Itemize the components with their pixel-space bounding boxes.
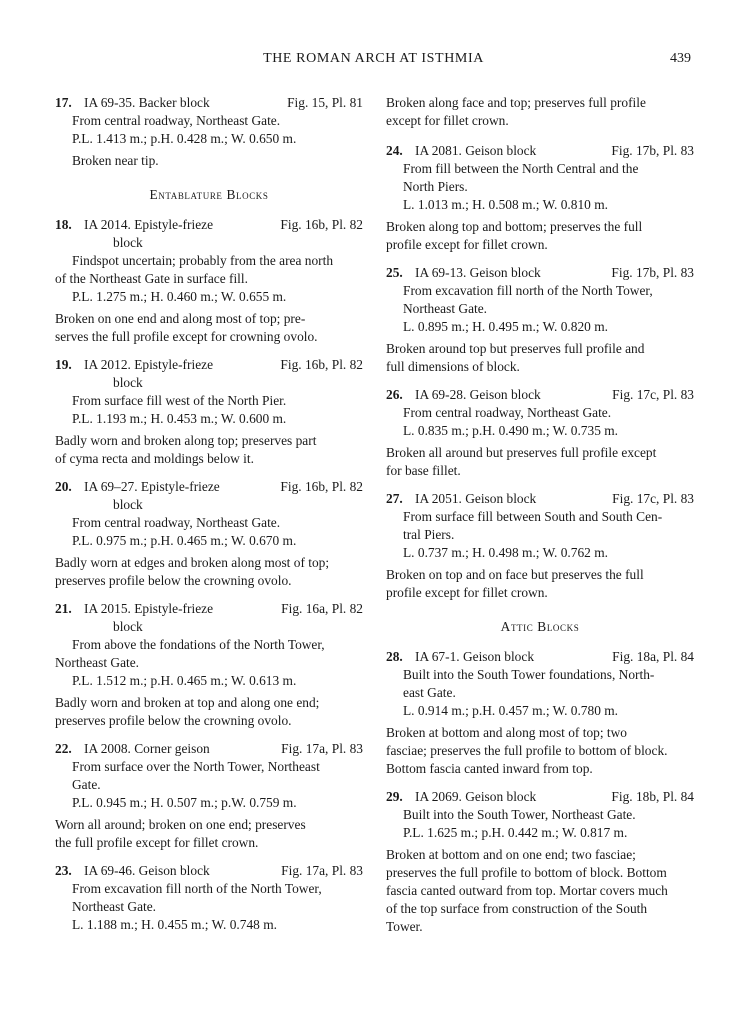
condition-description-continued: preserves profile below the crowning ovolo. — [55, 713, 292, 728]
entry-number: 20. — [55, 479, 72, 494]
entry-title: IA 69-13. Geison block — [415, 265, 541, 280]
dimensions: P.L. 0.945 m.; H. 0.507 m.; p.W. 0.759 m. — [72, 795, 297, 810]
condition-description-continued: preserves the full profile to bottom of block. Bottom — [386, 865, 667, 880]
catalog-entry-25 — [386, 264, 694, 376]
catalog-entry-28 — [386, 648, 694, 778]
condition-description-continued: of cyma recta and moldings below it. — [55, 451, 254, 466]
findspot: From fill between the North Central and the — [403, 161, 639, 176]
figure-reference: Fig. 17b, Pl. 83 — [611, 265, 694, 280]
catalog-entry-26 — [386, 386, 694, 480]
catalog-entry-23-continued — [386, 94, 694, 130]
condition-description-continued: serves the full profile except for crowning ovolo. — [55, 329, 318, 344]
figure-reference: Fig. 17c, Pl. 83 — [612, 387, 694, 402]
entry-heading — [386, 490, 694, 508]
entry-heading — [55, 478, 363, 514]
condition-description-continued: Tower. — [386, 919, 423, 934]
entry-title-continued: block — [113, 235, 143, 250]
figure-reference: Fig. 16b, Pl. 82 — [280, 217, 363, 232]
entry-title: IA 67-1. Geison block — [415, 649, 535, 664]
condition-description: Worn all around; broken on one end; preserves — [55, 817, 306, 832]
figure-reference: Fig. 16b, Pl. 82 — [280, 357, 363, 372]
entry-heading — [55, 356, 363, 392]
dimensions: P.L. 0.975 m.; p.H. 0.465 m.; W. 0.670 m. — [72, 533, 297, 548]
figure-reference: Fig. 18b, Pl. 84 — [611, 789, 694, 804]
condition-description-continued: except for fillet crown. — [386, 113, 509, 128]
entry-title: IA 69-28. Geison block — [415, 387, 541, 402]
entry-title-continued: block — [113, 497, 143, 512]
entry-title-continued: block — [113, 619, 143, 634]
findspot: From central roadway, Northeast Gate. — [72, 113, 281, 128]
condition-description: Broken along top and bottom; preserves the full — [386, 219, 643, 234]
entry-heading — [386, 788, 694, 806]
figure-reference: Fig. 17b, Pl. 83 — [611, 143, 694, 158]
entry-number: 21. — [55, 601, 72, 616]
figure-reference: Fig. 16a, Pl. 82 — [281, 601, 363, 616]
condition-description: Broken on one end and along most of top; pre- — [55, 311, 306, 326]
entry-number: 24. — [386, 143, 403, 158]
catalog-entry-17 — [55, 94, 363, 170]
figure-reference: Fig. 17a, Pl. 83 — [281, 741, 363, 756]
entry-number: 25. — [386, 265, 403, 280]
entry-number: 28. — [386, 649, 403, 664]
findspot: From central roadway, Northeast Gate. — [403, 405, 612, 420]
entry-title: IA 69–27. Epistyle-frieze — [84, 479, 220, 494]
condition-description: Badly worn at edges and broken along most of top; — [55, 555, 330, 570]
entry-heading — [386, 264, 694, 282]
catalog-entry-20 — [55, 478, 363, 590]
catalog-entry-22 — [55, 740, 363, 852]
entry-heading — [386, 648, 694, 666]
entry-title-continued: block — [113, 375, 143, 390]
dimensions: P.L. 1.512 m.; p.H. 0.465 m.; W. 0.613 m. — [72, 673, 297, 688]
condition-description-continued: of the top surface from construction of the South — [386, 901, 648, 916]
entry-title: IA 2012. Epistyle-frieze — [84, 357, 214, 372]
left-column — [55, 94, 363, 944]
figure-reference: Fig. 15, Pl. 81 — [287, 95, 363, 110]
entry-title: IA 69-46. Geison block — [84, 863, 210, 878]
entry-heading — [55, 740, 363, 758]
entry-number: 27. — [386, 491, 403, 506]
findspot: From central roadway, Northeast Gate. — [72, 515, 281, 530]
condition-description: Broken on top and on face but preserves the full — [386, 567, 644, 582]
entry-number: 19. — [55, 357, 72, 372]
condition-description-continued: Bottom fascia canted inward from top. — [386, 761, 593, 776]
findspot-continued: Northeast Gate. — [55, 655, 140, 670]
findspot-continued: tral Piers. — [403, 527, 455, 542]
findspot: From excavation fill north of the North Tower, — [403, 283, 653, 298]
condition-description-continued: full dimensions of block. — [386, 359, 520, 374]
running-head — [0, 50, 747, 72]
entry-number: 17. — [55, 95, 72, 110]
entry-heading — [55, 600, 363, 636]
condition-description: Broken along face and top; preserves full profile — [386, 95, 646, 110]
findspot: From above the fondations of the North Tower, — [72, 637, 325, 652]
catalog-entry-27 — [386, 490, 694, 602]
section-heading-attic: Attic Blocks — [500, 619, 580, 634]
findspot-continued: Northeast Gate. — [403, 301, 488, 316]
entry-number: 23. — [55, 863, 72, 878]
dimensions: P.L. 1.193 m.; H. 0.453 m.; W. 0.600 m. — [72, 411, 287, 426]
condition-description-continued: profile except for fillet crown. — [386, 237, 548, 252]
findspot: Built into the South Tower foundations, North- — [403, 667, 655, 682]
dimensions: L. 0.737 m.; H. 0.498 m.; W. 0.762 m. — [403, 545, 608, 560]
entry-number: 18. — [55, 217, 72, 232]
dimensions: L. 0.895 m.; H. 0.495 m.; W. 0.820 m. — [403, 319, 608, 334]
findspot-continued: of the Northeast Gate in surface fill. — [55, 271, 248, 286]
right-column — [386, 94, 694, 946]
dimensions: L. 0.914 m.; p.H. 0.457 m.; W. 0.780 m. — [403, 703, 619, 718]
dimensions: L. 1.013 m.; H. 0.508 m.; W. 0.810 m. — [403, 197, 608, 212]
findspot-continued: North Piers. — [403, 179, 468, 194]
catalog-entry-24 — [386, 142, 694, 254]
entry-title: IA 2008. Corner geison — [84, 741, 210, 756]
catalog-entry-19 — [55, 356, 363, 468]
dimensions: P.L. 1.625 m.; p.H. 0.442 m.; W. 0.817 m. — [403, 825, 628, 840]
findspot: From surface fill west of the North Pier. — [72, 393, 287, 408]
catalog-entry-29 — [386, 788, 694, 936]
condition-description: Broken near tip. — [72, 153, 159, 168]
section-heading-entablature: Entablature Blocks — [149, 187, 269, 202]
entry-heading — [55, 862, 363, 880]
catalog-entry-18 — [55, 216, 363, 346]
findspot-continued: east Gate. — [403, 685, 456, 700]
condition-description-continued: profile except for fillet crown. — [386, 585, 548, 600]
entry-number: 22. — [55, 741, 72, 756]
entry-heading — [386, 142, 694, 160]
findspot: From surface fill between South and South Cen- — [403, 509, 663, 524]
entry-heading — [55, 94, 363, 112]
condition-description-continued: the full profile except for fillet crown. — [55, 835, 259, 850]
dimensions: P.L. 1.275 m.; H. 0.460 m.; W. 0.655 m. — [72, 289, 287, 304]
findspot: From surface over the North Tower, Northeast — [72, 759, 320, 774]
catalog-entry-23 — [55, 862, 363, 934]
condition-description-continued: fasciae; preserves the full profile to bottom of block. — [386, 743, 668, 758]
entry-title: IA 69-35. Backer block — [84, 95, 210, 110]
condition-description: Broken at bottom and along most of top; two — [386, 725, 628, 740]
condition-description: Badly worn and broken at top and along one end; — [55, 695, 320, 710]
figure-reference: Fig. 16b, Pl. 82 — [280, 479, 363, 494]
entry-heading — [55, 216, 363, 252]
entry-number: 29. — [386, 789, 403, 804]
dimensions: L. 1.188 m.; H. 0.455 m.; W. 0.748 m. — [72, 917, 277, 932]
entry-title: IA 2069. Geison block — [415, 789, 537, 804]
findspot: Built into the South Tower, Northeast Gate. — [403, 807, 636, 822]
condition-description-continued: preserves profile below the crowning ovolo. — [55, 573, 292, 588]
figure-reference: Fig. 17a, Pl. 83 — [281, 863, 363, 878]
entry-number: 26. — [386, 387, 403, 402]
catalog-entry-21 — [55, 600, 363, 730]
condition-description-continued: for base fillet. — [386, 463, 461, 478]
dimensions: L. 0.835 m.; p.H. 0.490 m.; W. 0.735 m. — [403, 423, 619, 438]
running-title: THE ROMAN ARCH AT ISTHMIA — [263, 51, 484, 66]
condition-description: Broken at bottom and on one end; two fasciae; — [386, 847, 636, 862]
page-number: 439 — [670, 51, 691, 66]
findspot: Findspot uncertain; probably from the area north — [72, 253, 334, 268]
entry-title: IA 2051. Geison block — [415, 491, 537, 506]
entry-heading — [386, 386, 694, 404]
entry-title: IA 2081. Geison block — [415, 143, 537, 158]
figure-reference: Fig. 18a, Pl. 84 — [612, 649, 694, 664]
dimensions: P.L. 1.413 m.; p.H. 0.428 m.; W. 0.650 m. — [72, 131, 297, 146]
condition-description-continued: fascia canted outward from top. Mortar covers much — [386, 883, 668, 898]
condition-description: Broken all around but preserves full profile except — [386, 445, 657, 460]
findspot: From excavation fill north of the North Tower, — [72, 881, 322, 896]
findspot-continued: Northeast Gate. — [72, 899, 157, 914]
figure-reference: Fig. 17c, Pl. 83 — [612, 491, 694, 506]
findspot-continued: Gate. — [72, 777, 101, 792]
condition-description: Badly worn and broken along top; preserves part — [55, 433, 317, 448]
condition-description: Broken around top but preserves full profile and — [386, 341, 645, 356]
entry-title: IA 2014. Epistyle-frieze — [84, 217, 214, 232]
entry-title: IA 2015. Epistyle-frieze — [84, 601, 214, 616]
